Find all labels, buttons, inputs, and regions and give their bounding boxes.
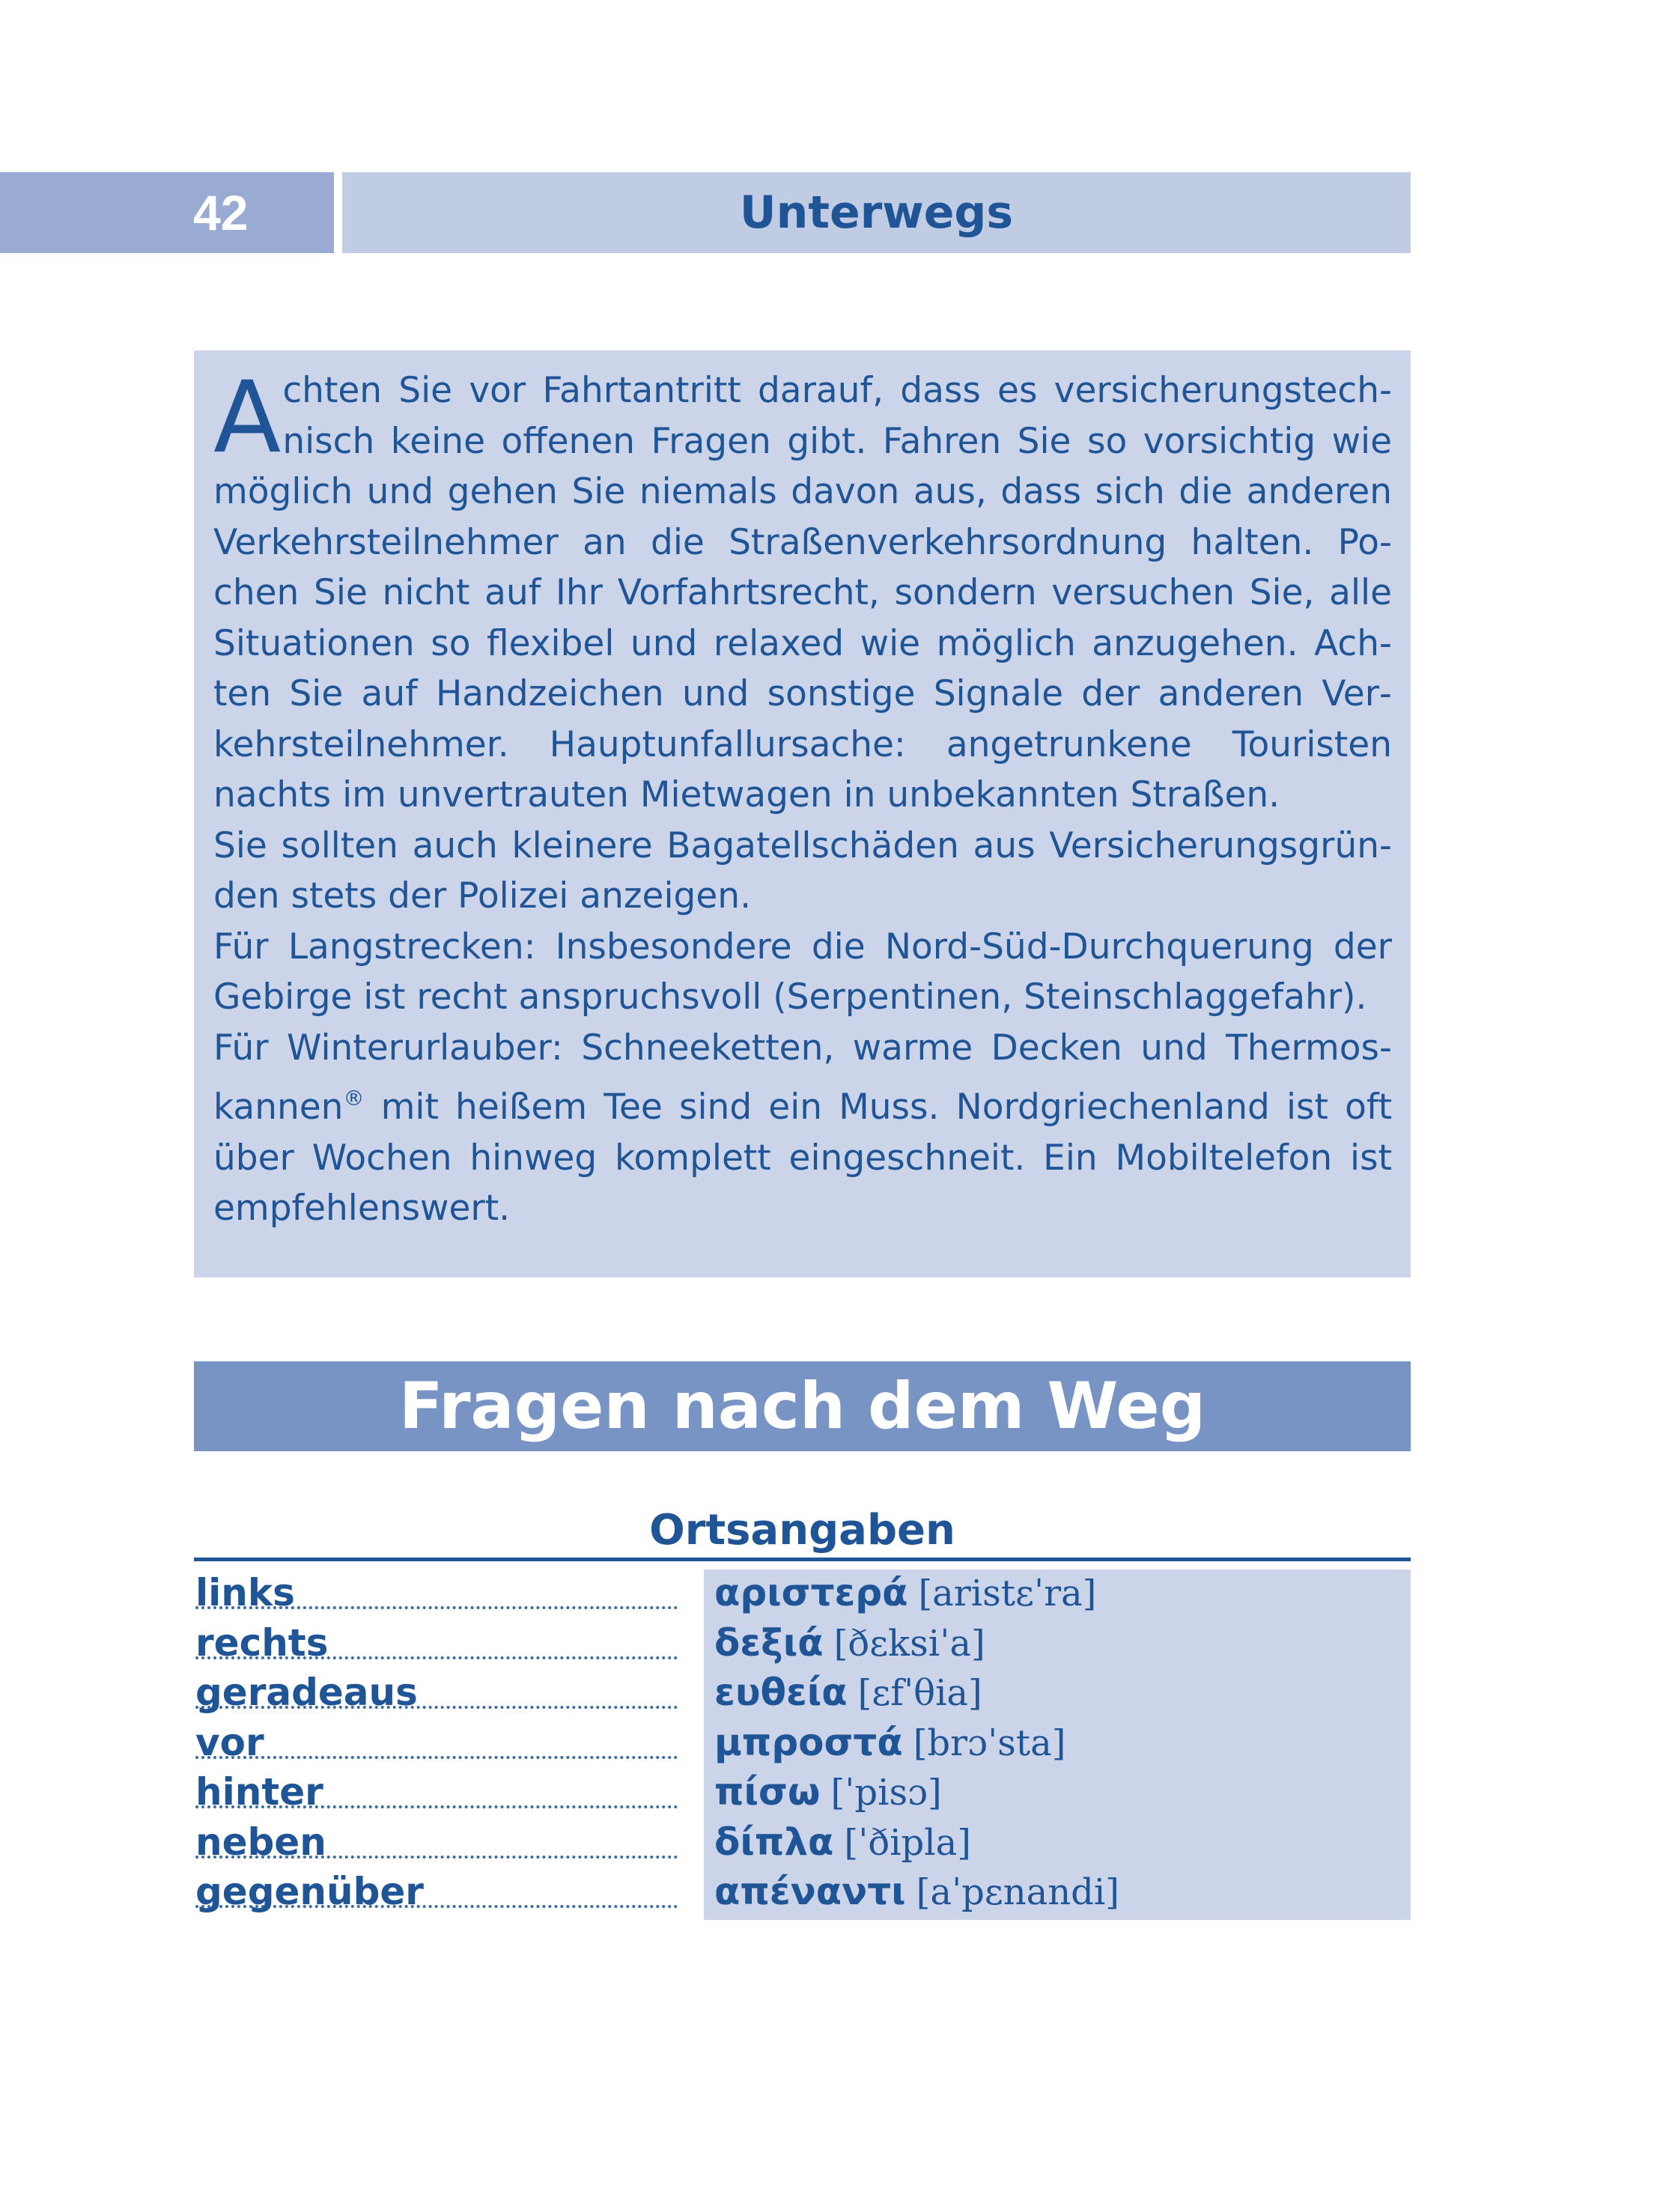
greek-translation (714, 1767, 942, 1817)
german-term: links (195, 1571, 295, 1614)
greek-word: δεξιά (714, 1620, 824, 1665)
pronunciation: [ˈðipla] (844, 1821, 971, 1864)
greek-translation (714, 1718, 1065, 1767)
vocab-row (0, 1668, 1663, 1717)
greek-translation (714, 1668, 982, 1717)
section-banner (194, 1361, 1411, 1451)
pronunciation: [brɔˈsta] (913, 1722, 1066, 1764)
info-paragraph-2: Sie sollten auch kleinere Bagatellschäden aus Versicherungsgründen stets der Polizei anzeigen. (213, 824, 1392, 917)
german-term: gegenüber (195, 1870, 424, 1913)
info-paragraph-1 (213, 360, 1392, 821)
vocab-row (0, 1817, 1663, 1867)
greek-word: πίσω (714, 1770, 821, 1814)
greek-translation (714, 1867, 1119, 1916)
german-term: geradeaus (195, 1671, 418, 1714)
chapter-header (342, 172, 1411, 253)
info-paragraph-4-end: mit heißem Tee sind ein Muss. Nordgriechenland ist oft über Wochen hinweg komplett eingeschneit. Ein Mobiltelefon ist empfehlenswert. (213, 1087, 1392, 1229)
german-term: neben (195, 1820, 326, 1864)
info-paragraph-4-start: Für Winterurlauber: Schneeketten, warme Decken und Thermoskannen (213, 1027, 1392, 1128)
subsection-title: Ortsangaben (649, 1506, 955, 1555)
greek-word: μπροστά (714, 1720, 903, 1764)
pronunciation: [ɛfˈθia] (857, 1672, 982, 1714)
greek-translation (714, 1568, 1096, 1617)
pronunciation: [ˈpisɔ] (830, 1772, 942, 1814)
vocab-row (0, 1718, 1663, 1767)
vocab-row (0, 1867, 1663, 1916)
greek-translation (714, 1618, 985, 1668)
info-box (194, 350, 1411, 1277)
german-term: rechts (195, 1620, 329, 1665)
pronunciation: [aristɛˈra] (918, 1573, 1097, 1614)
chapter-title: Unterwegs (739, 186, 1014, 239)
pronunciation: [ðɛksiˈa] (833, 1622, 985, 1665)
info-paragraph-4 (213, 1023, 1392, 1234)
vocab-row (0, 1767, 1663, 1817)
greek-word: απέναντι (714, 1870, 906, 1913)
subsection-divider (194, 1558, 1411, 1561)
greek-translation (714, 1817, 971, 1867)
dropcap-letter: A (213, 360, 282, 475)
greek-word: αριστερά (714, 1571, 908, 1614)
pronunciation: [aˈpɛnandi] (916, 1871, 1119, 1913)
vocab-row (0, 1618, 1663, 1668)
german-term: vor (195, 1720, 264, 1764)
german-term: hinter (195, 1770, 323, 1814)
page-number-block (0, 172, 334, 253)
greek-word: δίπλα (714, 1820, 834, 1864)
greek-word: ευθεία (714, 1671, 848, 1714)
registered-mark: ® (343, 1086, 365, 1110)
info-text (213, 360, 1392, 1234)
info-paragraph-1-text: chten Sie vor Fahrtantritt darauf, dass es versicherungstechnisch keine offenen Fragen gibt. Fahren Sie so vorsichtig wie möglich und gehen Sie niemals davon aus, dass sich die anderen Verkehrsteilnehmer an die Straßenverkehrsordnung halten. Pochen Sie nicht auf Ihr Vorfahrtsrecht, sondern versuchen Sie, alle Situationen so flexibel und relaxed wie möglich anzugehen. Achten Sie auf Handzeichen und sonstige Signale der anderen Verkehrsteilnehmer. Hauptunfallursache: angetrunkene Touristen nachts im unvertrauten Mietwagen in unbekannten Straßen. (213, 370, 1392, 815)
section-title: Fragen nach dem Weg (398, 1369, 1206, 1444)
vocab-row (0, 1568, 1663, 1617)
dotted-leader (195, 1756, 678, 1759)
page-number: 42 (193, 185, 249, 240)
info-paragraph-3: Für Langstrecken: Insbesondere die Nord-Süd-Durchquerung der Gebirge ist recht anspruchsvoll (Serpentinen, Steinschlaggefahr). (213, 926, 1392, 1018)
